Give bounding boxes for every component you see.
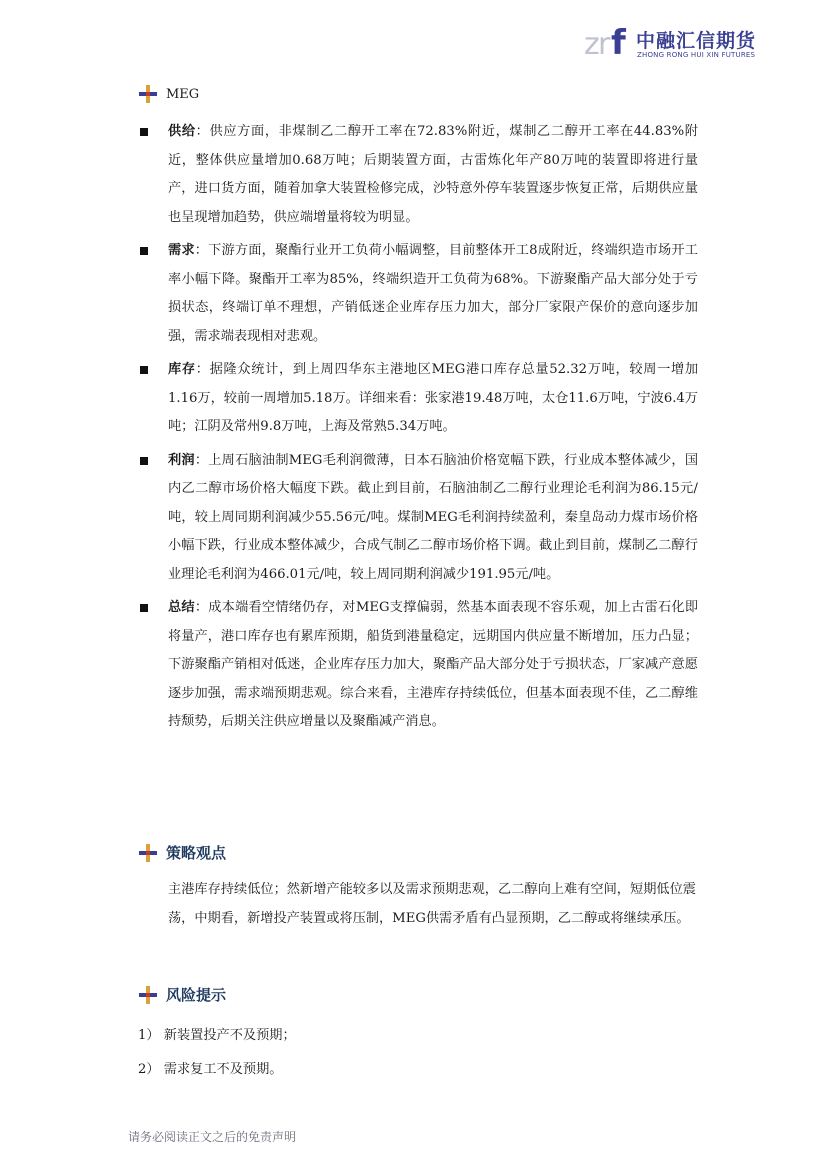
section-title-risk: 风险提示 — [166, 986, 227, 1004]
bullet-demand — [138, 237, 698, 351]
cross-marker-icon — [138, 985, 158, 1005]
bullet-label: 需求 — [168, 243, 195, 258]
svg-text:f: f — [611, 23, 626, 63]
bullet-summary — [138, 594, 698, 737]
meg-analysis — [138, 118, 698, 742]
section-title-meg: MEG — [166, 86, 200, 102]
svg-text:r: r — [598, 27, 611, 62]
bullet-text: ：下游方面，聚酯行业开工负荷小幅调整，目前整体开工8成附近，终端织造市场开工率小幅下降。聚酯开工率为85%，终端织造开工负荷为68%。下游聚酯产品大部分处于亏损状态，终端订单不理想，产销低迷企业库存压力加大，部分厂家限产保价的意向逐步加强，需求端表现相对悲观。 — [168, 243, 698, 344]
zrf-logo-icon — [584, 18, 634, 64]
bullet-profit — [138, 447, 698, 590]
cross-marker-icon — [138, 84, 158, 104]
company-logo — [584, 18, 774, 64]
bullet-label: 库存 — [168, 362, 196, 377]
square-bullet-icon — [140, 247, 148, 255]
disclaimer-footer: 请务必阅读正文之后的免责声明 — [128, 1130, 297, 1144]
svg-text:z: z — [584, 27, 600, 62]
bullet-inventory — [138, 356, 698, 442]
cross-marker-icon — [138, 843, 158, 863]
bullet-supply — [138, 118, 698, 232]
bullet-label: 总结 — [168, 600, 195, 615]
section-heading-risk — [138, 984, 226, 1005]
strategy-paragraph: 主港库存持续低位；然新增产能较多以及需求预期悲观，乙二醇向上难有空间，短期低位震荡，中期看，新增投产装置或将压制，MEG供需矛盾有凸显预期，乙二醇或将继续承压。 — [168, 882, 696, 926]
bullet-text: ：供应方面，非煤制乙二醇开工率在72.83%附近，煤制乙二醇开工率在44.83%附近，整体供应量增加0.68万吨；后期装置方面，古雷炼化年产80万吨的装置即将进行量产，进口货方面，随着加拿大装置检修完成，沙特意外停车装置逐步恢复正常，后期供应量也呈现增加趋势，供应端增量将较为明显。 — [168, 124, 698, 225]
risk-item: 1） 新装置投产不及预期； — [138, 1028, 296, 1043]
logo-chinese-name: 中融汇信期货 — [636, 30, 757, 52]
risk-item: 2） 需求复工不及预期。 — [138, 1062, 283, 1077]
square-bullet-icon — [140, 128, 148, 136]
bullet-text: ：成本端看空情绪仍存，对MEG支撑偏弱，然基本面表现不容乐观，加上古雷石化即将量产，港口库存也有累库预期，船货到港量稳定，远期国内供应量不断增加，压力凸显；下游聚酯产销相对低迷，企业库存压力加大，聚酯产品大部分处于亏损状态，厂家减产意愿逐步加强，需求端预期悲观。综合来看，主港库存持续低位，但基本面表现不佳，乙二醇维持颓势，后期关注供应增量以及聚酯减产消息。 — [168, 600, 699, 729]
square-bullet-icon — [140, 457, 148, 465]
logo-english-name: ZHONG RONG HUI XIN FUTURES — [637, 51, 756, 59]
section-heading-strategy — [138, 842, 226, 863]
square-bullet-icon — [140, 366, 148, 374]
bullet-text: ：据隆众统计，到上周四华东主港地区MEG港口库存总量52.32万吨，较周一增加1.16万，较前一周增加5.18万。详细来看：张家港19.48万吨，太仓11.6万吨，宁波6.4万吨；江阴及常州9.8万吨，上海及常熟5.34万吨。 — [168, 362, 699, 434]
square-bullet-icon — [140, 604, 148, 612]
bullet-label: 供给 — [168, 124, 196, 139]
bullet-label: 利润 — [168, 452, 195, 468]
bullet-text: ：上周石脑油制MEG毛利润微薄，日本石脑油价格宽幅下跌，行业成本整体减少，国内乙二醇市场价格大幅度下跌。截止到目前，石脑油制乙二醇行业理论毛利润为86.15元/吨，较上周同期利润减少55.56元/吨。煤制MEG毛利润持续盈利，秦皇岛动力煤市场价格小幅下跌，行业成本整体减少，合成气制乙二醇市场价格下调。截止到目前，煤制乙二醇行业理论毛利润为466.01元/吨，较上周同期利润减少191.95元/吨。 — [168, 452, 699, 582]
section-heading-meg — [138, 84, 199, 104]
section-title-strategy: 策略观点 — [166, 844, 227, 862]
